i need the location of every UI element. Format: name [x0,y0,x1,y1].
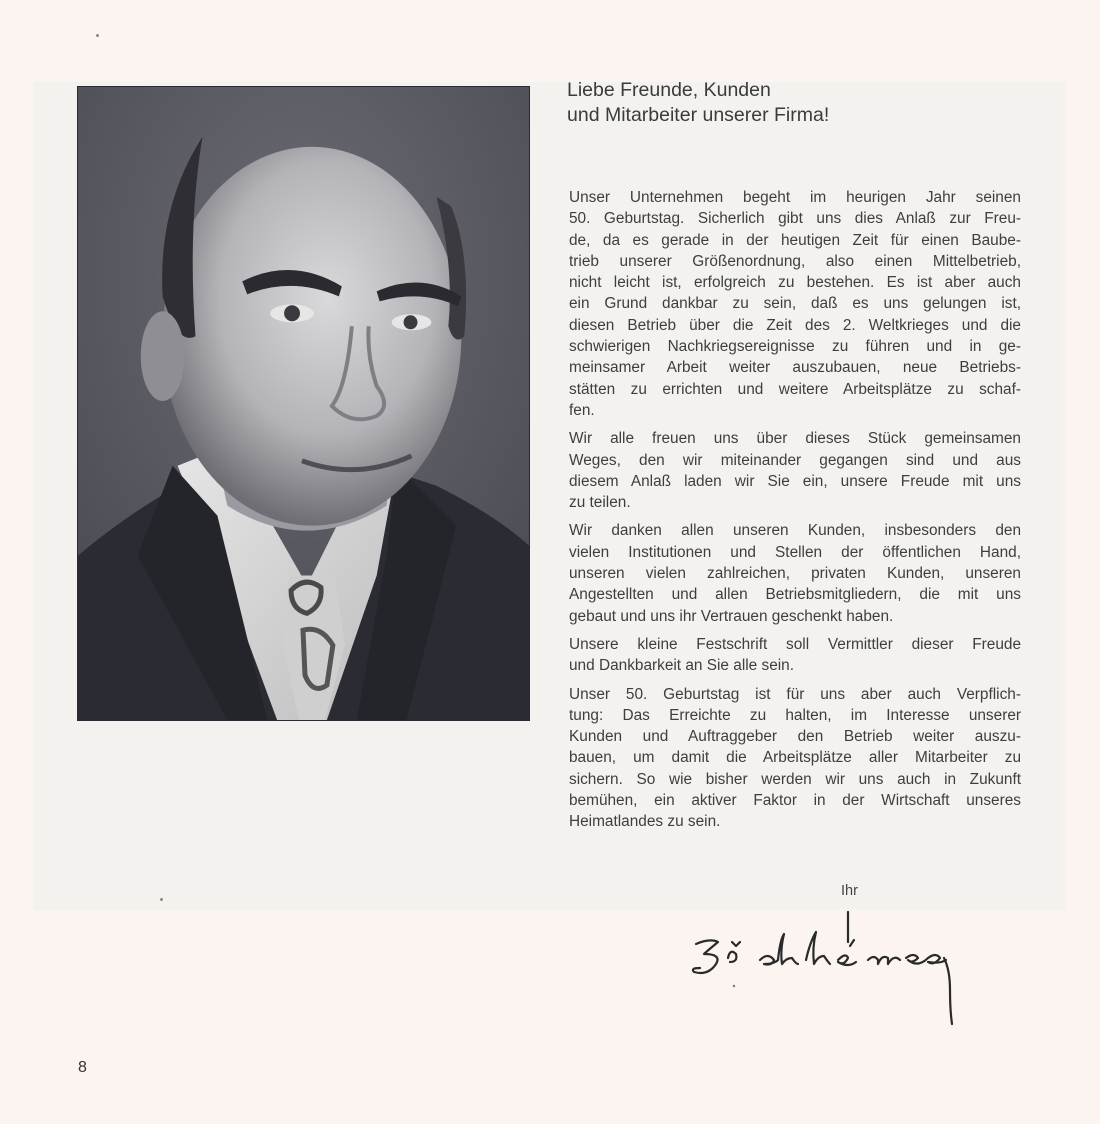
letter-paragraph [569,520,1021,626]
letter-line: diesem Anlaß laden wir Sie ein, unsere Freude mit uns [569,472,1021,490]
paper-speck [160,898,163,901]
letter-line: bemühen, ein aktiver Faktor in der Wirtschaft unseres [569,792,1021,810]
letter-line: Unser 50. Geburtstag ist für uns aber auch Verpflich- [569,685,1021,703]
letter-line: Unsere kleine Festschrift soll Vermittler dieser Freude [569,635,1021,653]
handwritten-signature [688,910,1028,1030]
letter-line: Angestellten und allen Betriebsmitgliedern, die mit uns [569,586,1021,604]
letter-line: Unser Unternehmen begeht im heurigen Jahr seinen [569,189,1021,206]
letter-paragraph [569,428,1021,513]
letter-line: unseren vielen zahlreichen, privaten Kunden, unseren [569,565,1021,583]
letter-line: 50. Geburtstag. Sicherlich gibt uns dies Anlaß zur Freu- [569,210,1021,228]
letter-line: vielen Institutionen und Stellen der öffentlichen Hand, [569,543,1021,561]
letter-greeting [567,78,987,128]
letter-paragraph [569,187,1021,421]
letter-line: trieb unserer Größenordnung, also einen Mittelbetrieb, [569,252,1021,270]
greeting-line: und Mitarbeiter unserer Firma! [567,104,830,126]
letter-line: zu teilen. [569,494,631,512]
letter-line: diesen Betrieb über die Zeit des 2. Weltkrieges und die [569,316,1021,334]
letter-line: Wir danken allen unseren Kunden, insbesonders den [569,522,1021,540]
letter-line: bauen, um damit die Arbeitsplätze aller Mitarbeiter zu [569,749,1021,767]
letter-line: und Dankbarkeit an Sie alle sein. [569,657,795,675]
letter-paragraph [569,684,1021,833]
portrait-illustration [78,87,529,720]
letter-line: Heimatlandes zu sein. [569,813,721,831]
page-number: 8 [78,1059,87,1076]
letter-line: nicht leicht ist, erfolgreich zu bestehen. Es ist aber auch [569,274,1021,292]
letter-line: fen. [569,401,595,419]
letter-line: Kunden und Auftraggeber den Betrieb weiter auszu- [569,728,1021,746]
paper-speck [96,34,99,37]
letter-line: stätten zu errichten und weitere Arbeitsplätze zu schaf- [569,380,1021,398]
letter-line: gebaut und uns ihr Vertrauen geschenkt haben. [569,607,894,625]
greeting-line: Liebe Freunde, Kunden [567,79,771,101]
letter-line: meinsamer Arbeit weiter auszubauen, neue Betriebs- [569,359,1021,377]
letter-body [569,187,1021,840]
letter-line: Weges, den wir miteinander gegangen sind und aus [569,451,1021,469]
letter-closing: Ihr [841,883,858,899]
letter-line: sichern. So wie bisher werden wir uns auch in Zukunft [569,770,1021,788]
letter-line: de, da es gerade in der heutigen Zeit für einen Baube- [569,231,1021,249]
letter-paragraph [569,634,1021,677]
letter-line: Wir alle freuen uns über dieses Stück gemeinsamen [569,430,1021,448]
letter-line: ein Grund dankbar zu sein, daß es uns gelungen ist, [569,295,1021,313]
letter-line: tung: Das Erreichte zu halten, im Interesse unserer [569,706,1021,724]
letter-line: schwierigen Nachkriegsereignisse zu führen und in ge- [569,338,1021,356]
portrait-photo [77,86,530,721]
